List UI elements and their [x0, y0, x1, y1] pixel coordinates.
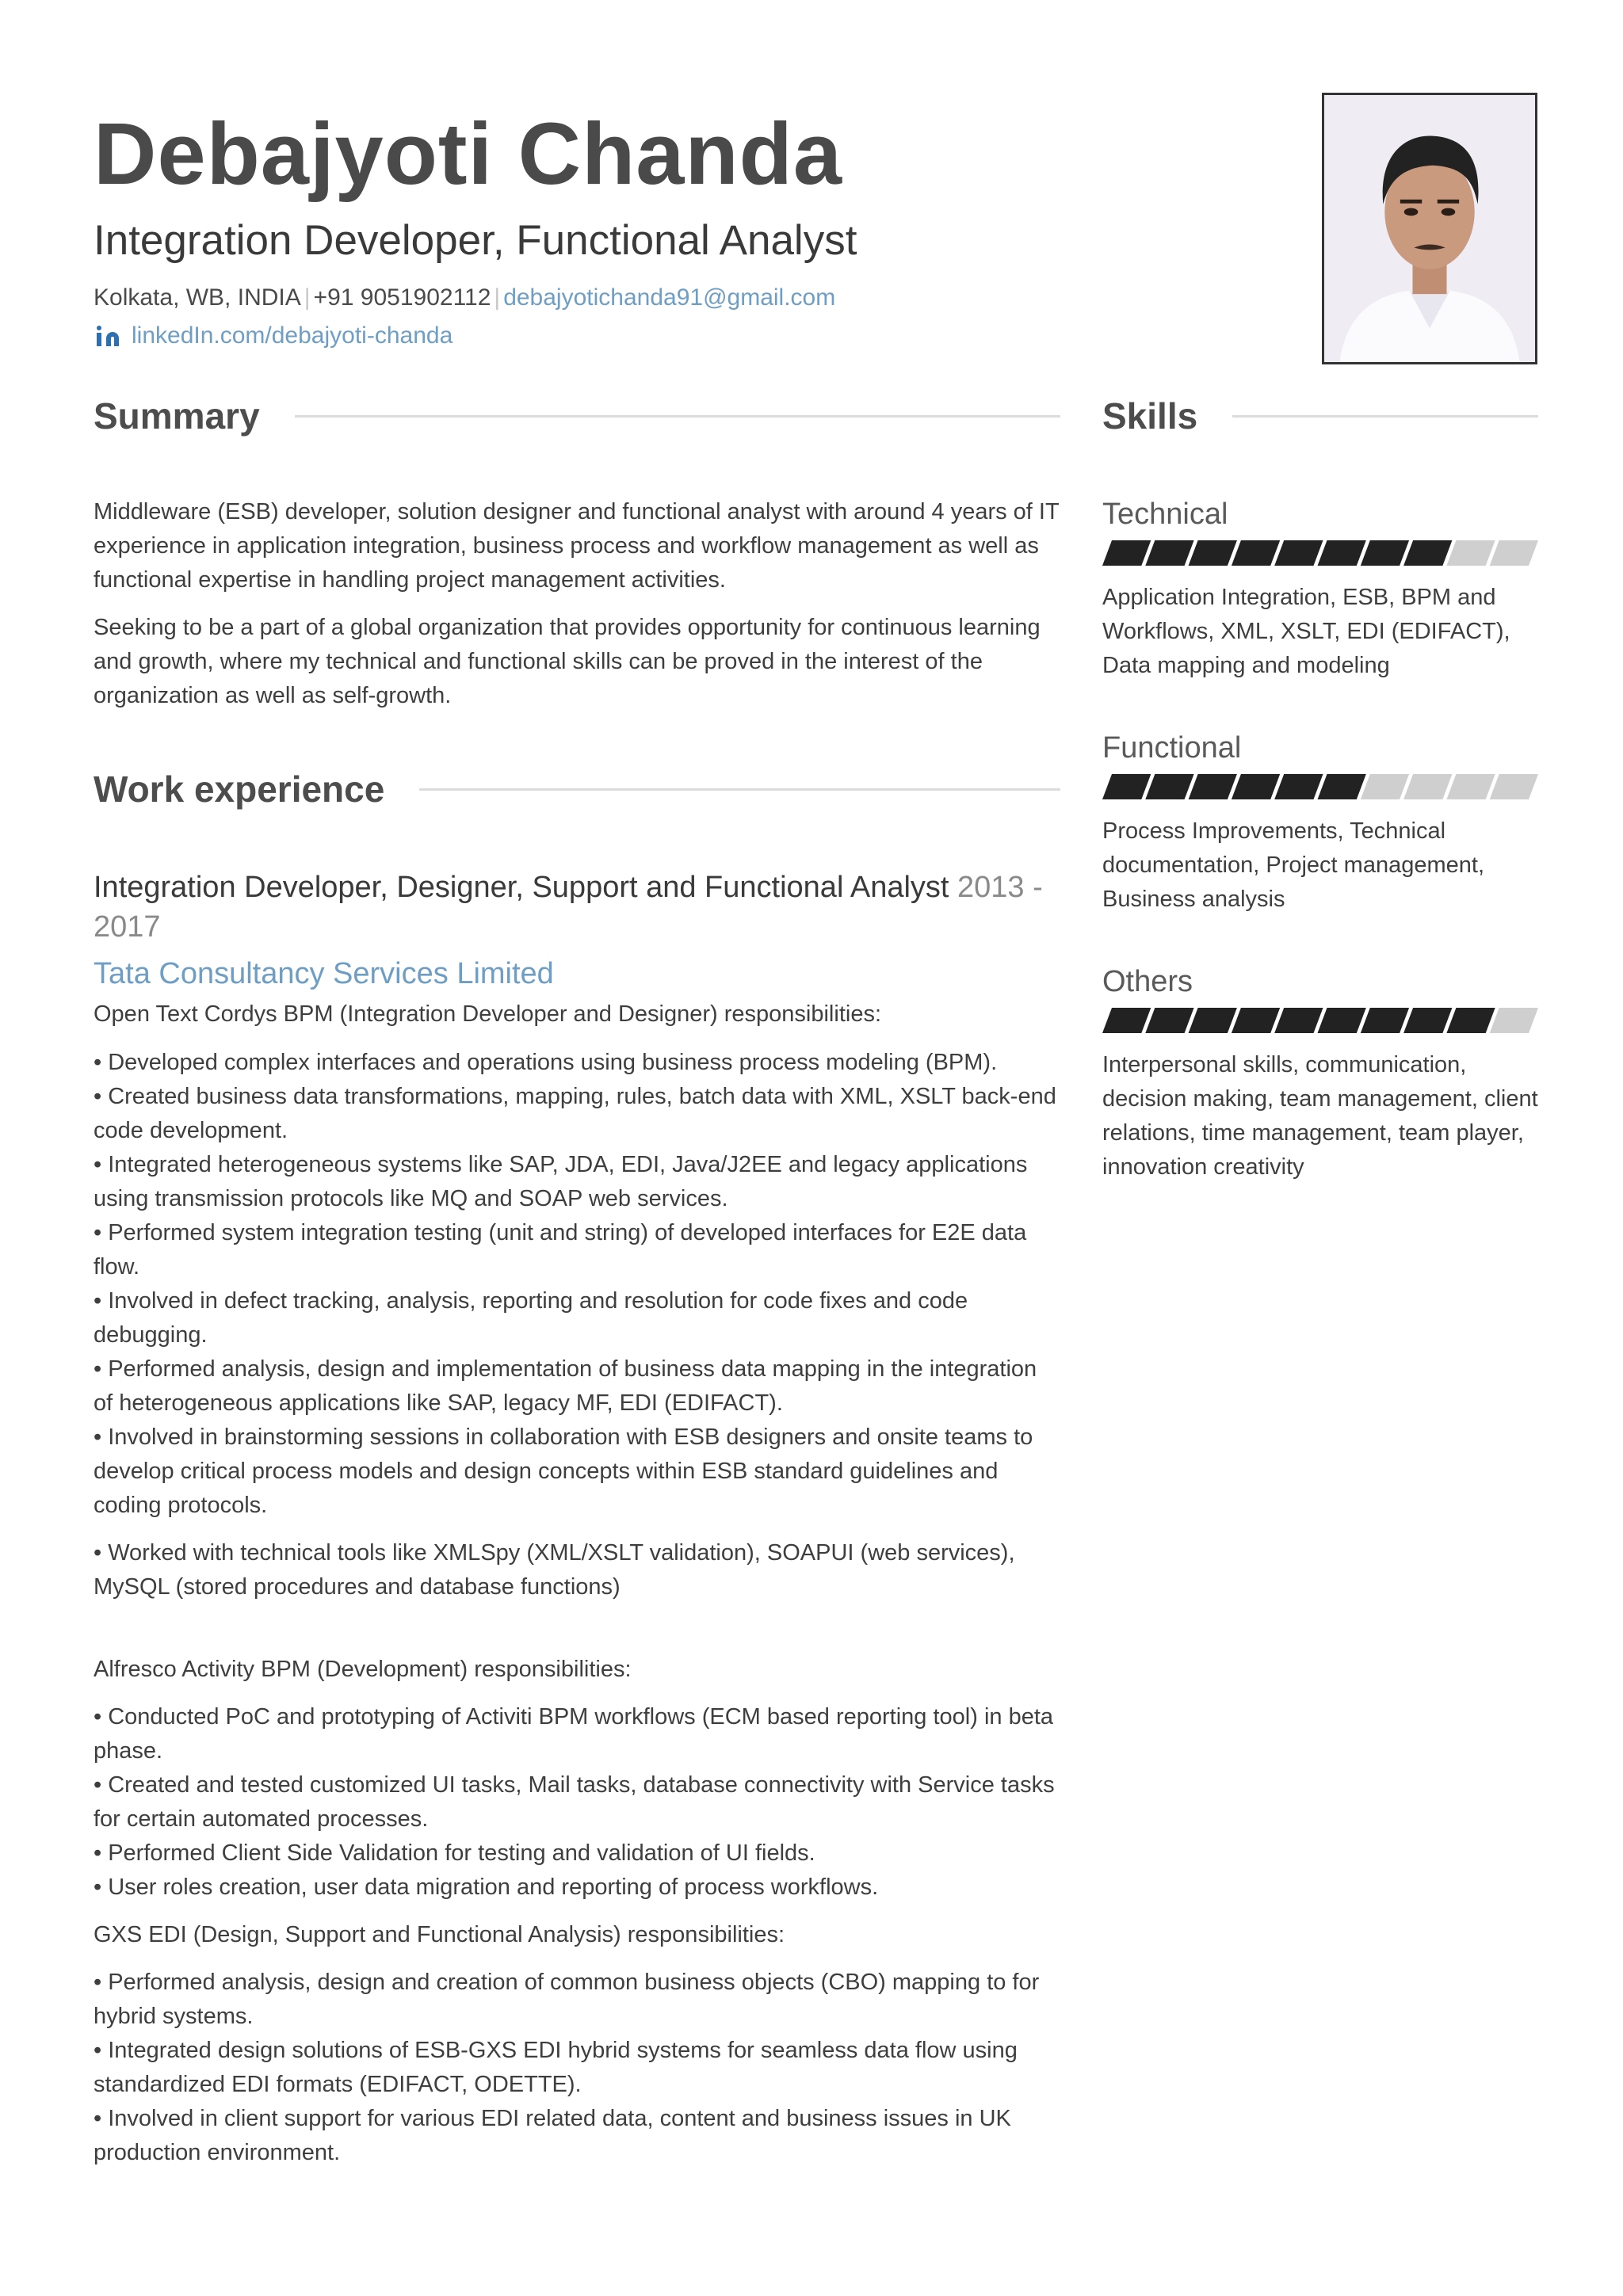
skill-segment	[1232, 774, 1280, 799]
skill-segment	[1318, 774, 1366, 799]
skill-segment	[1189, 1008, 1237, 1033]
summary-paragraph: Seeking to be a part of a global organization that provides opportunity for continuous learning and growth, where my technical and functional skills can be proved in the interest of the organization as well as self-growth.	[94, 615, 1041, 708]
responsibility-list: • Developed complex interfaces and operations using business process modeling (BPM). • Created business data transformations, mapping, rules, batch data with XML, XSLT back-end code development. • Integrated heterogeneous systems like SAP, JDA, EDI, Java/J2EE and legacy applications using transmission protocols like MQ and SOAP web services. • Performed system integration testing (unit and string) of developed interfaces for E2E data flow. • Involved in defect tracking, analysis, reporting and resolution for code fixes and code debugging. • Performed analysis, design and implementation of business data mapping in the integration of heterogeneous applications like SAP, legacy MF, EDI (EDIFACT). • Involved in brainstorming sessions in collaboration with ESB designers and onsite teams to develop critical process models and design concepts within ESB standard guidelines and coding protocols.	[94, 1050, 1056, 1518]
skill-segment	[1361, 540, 1409, 566]
skills-title: Skills	[1102, 395, 1198, 437]
company-name[interactable]: Tata Consultancy Services Limited	[94, 957, 554, 990]
skill-segment	[1490, 540, 1538, 566]
portrait-image	[1324, 95, 1535, 362]
skill-segment	[1274, 540, 1323, 566]
summary-title: Summary	[94, 395, 260, 437]
skill-segment	[1274, 774, 1323, 799]
separator: |	[494, 284, 501, 311]
skill-segment	[1446, 540, 1495, 566]
contact-line	[94, 280, 1203, 315]
location-text: Kolkata, WB, INDIA	[94, 284, 301, 311]
responsibility-heading: Open Text Cordys BPM (Integration Developer and Designer) responsibilities:	[94, 1001, 882, 1027]
skill-segment	[1403, 1008, 1452, 1033]
skill-segment	[1490, 774, 1538, 799]
skill-segment	[1274, 1008, 1323, 1033]
job-title: Integration Developer, Designer, Support and Functional Analyst	[94, 871, 949, 904]
skill-segment	[1102, 774, 1151, 799]
skill-segment	[1232, 1008, 1280, 1033]
skill-segment	[1145, 540, 1193, 566]
skill-level-bar	[1102, 540, 1538, 566]
skill-level-bar	[1102, 1008, 1538, 1033]
skills-header	[1102, 392, 1538, 440]
skill-technical	[1102, 494, 1538, 683]
skill-segment	[1446, 774, 1495, 799]
skill-category-text: Application Integration, ESB, BPM and Workflows, XML, XSLT, EDI (EDIFACT), Data mapping and modeling	[1102, 585, 1510, 678]
responsibility-list: • Conducted PoC and prototyping of Activiti BPM workflows (ECM based reporting tool) in beta phase. • Created and tested customized UI tasks, Mail tasks, database connectivity with Service tasks for certain automated processes. • Performed Client Side Validation for testing and validation of UI fields. • User roles creation, user data migration and reporting of process workflows.	[94, 1704, 1055, 1900]
skill-segment	[1189, 774, 1237, 799]
skill-segment	[1361, 1008, 1409, 1033]
section-divider	[1232, 415, 1538, 418]
responsibility-list: • Performed analysis, design and creation of common business objects (CBO) mapping to for hybrid systems. • Integrated design solutions of ESB-GXS EDI hybrid systems for seamless data flow using standardized EDI formats (EDIFACT, ODETTE). • Involved in client support for various EDI related data, content and business issues in UK production environment.	[94, 1970, 1040, 2165]
profile-photo	[1322, 93, 1537, 364]
job-title-line	[94, 868, 1060, 947]
skill-segment	[1102, 1008, 1151, 1033]
summary-header	[94, 392, 1060, 440]
skill-functional	[1102, 728, 1538, 917]
skill-segment	[1189, 540, 1237, 566]
skill-segment	[1403, 774, 1452, 799]
skill-category-name: Technical	[1102, 498, 1228, 531]
email-link[interactable]: debajyotichanda91@gmail.com	[503, 284, 836, 311]
linkedin-link[interactable]: linkedIn.com/debajyoti-chanda	[132, 322, 453, 349]
responsibility-heading: GXS EDI (Design, Support and Functional Analysis) responsibilities:	[94, 1922, 785, 1947]
skill-category-text: Process Improvements, Technical documentation, Project management, Business analysis	[1102, 818, 1484, 912]
skill-segment	[1145, 774, 1193, 799]
skill-segment	[1490, 1008, 1538, 1033]
work-section	[94, 868, 1060, 2170]
linkedin-icon	[97, 326, 119, 346]
section-divider	[295, 415, 1060, 418]
section-divider	[419, 788, 1060, 791]
skill-segment	[1102, 540, 1151, 566]
work-title: Work experience	[94, 769, 385, 810]
resume-header	[94, 103, 1203, 353]
skill-segment	[1145, 1008, 1193, 1033]
skill-category-name: Others	[1102, 965, 1193, 998]
linkedin-row	[94, 318, 1203, 353]
separator: |	[304, 284, 311, 311]
candidate-subtitle: Integration Developer, Functional Analyst	[94, 217, 857, 264]
skill-segment	[1232, 540, 1280, 566]
summary-paragraph: Middleware (ESB) developer, solution designer and functional analyst with around 4 years of IT experience in application integration, business process and workflow management as well as functional expertise in handling project management activities.	[94, 499, 1060, 593]
summary-section	[94, 495, 1060, 713]
responsibility-list: • Worked with technical tools like XMLSpy (XML/XSLT validation), SOAPUI (web services), MySQL (stored procedures and database functions)	[94, 1540, 1015, 1600]
skill-level-bar	[1102, 774, 1538, 799]
skill-category-text: Interpersonal skills, communication, decision making, team management, client relations, time management, team player, innovation creativity	[1102, 1052, 1538, 1180]
skill-segment	[1318, 540, 1366, 566]
skill-segment	[1361, 774, 1409, 799]
skill-segment	[1446, 1008, 1495, 1033]
job-years: 2013 - 2017	[94, 871, 1043, 944]
skill-segment	[1403, 540, 1452, 566]
responsibility-heading: Alfresco Activity BPM (Development) responsibilities:	[94, 1657, 632, 1682]
skill-category-name: Functional	[1102, 731, 1242, 765]
skill-others	[1102, 962, 1538, 1184]
work-header	[94, 765, 1060, 813]
skill-segment	[1318, 1008, 1366, 1033]
candidate-name: Debajyoti Chanda	[94, 105, 843, 203]
phone-text: +91 9051902112	[313, 284, 491, 311]
